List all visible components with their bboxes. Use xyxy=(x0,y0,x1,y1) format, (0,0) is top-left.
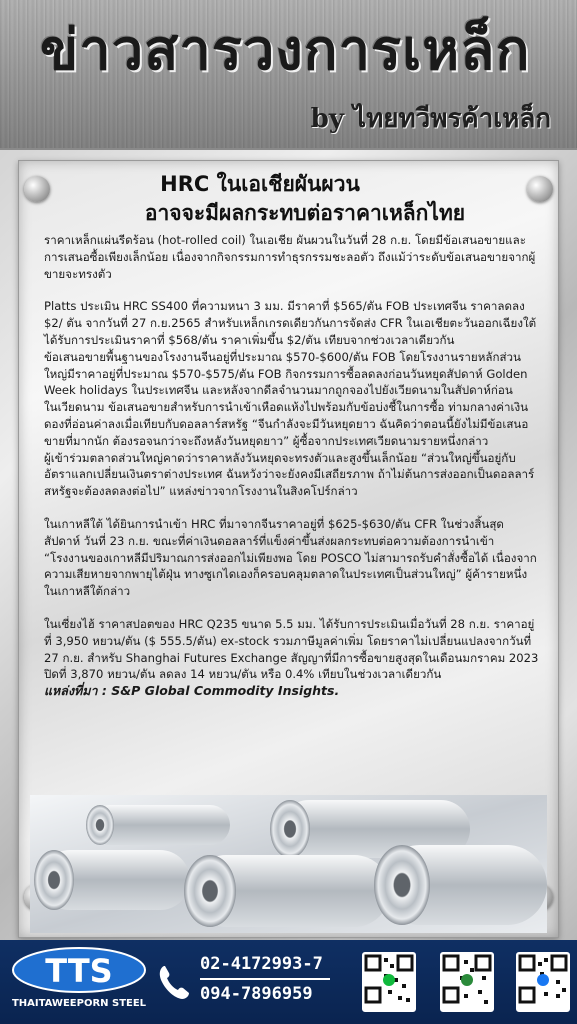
headline-line-2: อาจจะมีผลกระทบต่อราคาเหล็กไทย xyxy=(144,201,466,225)
masthead xyxy=(0,0,577,150)
paragraph-shanghai: ในเซี่ยงไฮ้ ราคาสปอตของ HRC Q235 ขนาด 5.5 มม. ได้รับการประเมินเมื่อวันที่ 28 ก.ย. ราคาอยู่ที่ 3,950 หยวน/ตัน ($ 555.5/ตัน) ex-stock รวมภาษีมูลค่าเพิ่ม โดยราคาไม่เปลี่ยนแปลงจากวันที่ 27 ก.ย. สำหรับ Shanghai Futures Exchange สัญญาที่มีการซื้อขายสูงสุดในเดือนมกราคม 2023 ปิดที่ 3,870 หยวน/ตัน ลดลง 14 หยวน/ตัน หรือ 0.4% เทียบในช่วงเวลาเดียวกัน xyxy=(44,616,539,682)
paragraph-china-offers: ข้อเสนอขายพื้นฐานของโรงงานจีนอยู่ที่ประมาณ $570-$600/ตัน FOB โดยโรงงานรายหลักส่วนใหญ่มีราคาอยู่ที่ประมาณ $570-$575/ตัน FOB กิจกรรมการซื้อลดลงก่อนวันหยุดสัปดาห์ Golden Week holidays ในประเทศจีน และหลังจากดีลจำนวนมากถูกจองไปยังเวียดนามในสัปดาห์ก่อน xyxy=(44,349,528,398)
phone-number-2[interactable]: 094-7896959 xyxy=(200,984,313,1004)
paragraph-participants: ผู้เข้าร่วมตลาดส่วนใหญ่คาดว่าราคาหลังวันหยุดจะทรงตัวและสูงขึ้นเล็กน้อย “ส่วนใหญ่ขึ้นอยู่กับอัตราแลกเปลี่ยนเงินตราต่างประเทศ ฉันหวังว่าจะยังคงมีเสถียรภาพ ถ้าไม่ต้นการส่งออกเป็นดอลลาร์สหรัฐจะต้องลดลงต่อไป” แหล่งข่าวจากโรงงานในสิงคโปร์กล่าว xyxy=(44,450,535,499)
article-headline xyxy=(60,170,520,228)
footer xyxy=(0,940,577,1024)
phone-icon xyxy=(156,962,192,1002)
paragraph-vietnam: ในเวียดนาม ข้อเสนอขายสำหรับการนำเข้าเหือดแห้งไปพร้อมกับข้อบ่งชี้ในการซื้อ ท่ามกลางค่าเงินดองที่อ่อนค่าลงเมื่อเทียบกับดอลลาร์สหรัฐ “จีนกำลังจะมีวันหยุดยาว ฉันคิดว่าตอนนี้ยังไม่มีข้อเสนอขายที่มากนัก ต้องรอจนกว่าจะถึงหลังวันหยุดยาว” ผู้ซื้อจากประเทศเวียดนามรายหนึ่งกล่าว xyxy=(44,400,529,448)
company-logo xyxy=(8,946,150,1020)
qr-code-line-icon[interactable] xyxy=(362,952,416,1012)
masthead-subtitle: by ไทยทวีพรค้าเหล็ก xyxy=(310,104,551,134)
paragraph-platts: Platts ประเมิน HRC SS400 ที่ความหนา 3 มม. มีราคาที่ $565/ตัน FOB ประเทศจีน ราคาลดลง $2/ ตัน จากวันที่ 27 ก.ย.2565 สำหรับเหล็กเกรดเดียวกันการจัดส่ง CFR ในเอเชียตะวันออกเฉียงใต้ ได้รับการประเมินราคาที่ $568/ตัน ราคาเพิ่มขึ้น $2/ตัน เทียบจากช่วงเวลาเดียวกัน xyxy=(44,299,537,347)
steel-coils-image xyxy=(30,795,547,933)
masthead-title: ข่าวสารวงการเหล็ก xyxy=(40,17,531,83)
paragraph-south-korea: ในเกาหลีใต้ ได้ยินการนำเข้า HRC ที่มาจากจีนราคาอยู่ที่ $625-$630/ตัน CFR ในช่วงสิ้นสุดสัปดาห์ วันที่ 23 ก.ย. ขณะที่ค่าเงินดอลลาร์ที่แข็งค่าขึ้นส่งผลกระทบต่อความต้องการนำเข้า “โรงงานของเกาหลีมีปริมาณการส่งออกไม่เพียงพอ โดย POSCO ไม่สามารถรับคำสั่งซื้อได้ เนื่องจากความเสียหายจากพายุไต้ฝุ่น ทางซูเกไดเองก็ครอบคลุมตลาดในประเทศเป็นส่วนใหญ่” ผู้ค้ารายหนึ่งในเกาหลีใต้กล่าว xyxy=(44,516,537,599)
phone-numbers xyxy=(200,950,330,1008)
bolt-top-right-icon xyxy=(527,176,553,202)
article-source: แหล่งที่มา : S&P Global Commodity Insights. xyxy=(44,683,340,699)
qr-code-facebook-icon[interactable] xyxy=(516,952,570,1012)
logo-letters: TTS xyxy=(45,952,113,990)
paragraph-intro: ราคาเหล็กแผ่นรีดร้อน (hot-rolled coil) ในเอเชีย ผันผวนในวันที่ 28 ก.ย. โดยมีข้อเสนอขายและการเสนอซื้อเพียงเล็กน้อย เนื่องจากกิจกรรมการทำธุรกรรมชะลอตัว ถึงแม้ว่าระดับข้อเสนอขายจากผู้ขายจะทรงตัว xyxy=(44,233,536,281)
phone-number-1[interactable]: 02-4172993-7 xyxy=(200,954,323,974)
article-body xyxy=(44,232,540,700)
bolt-top-left-icon xyxy=(24,176,50,202)
company-name: THAITAWEEPORN STEEL xyxy=(11,998,147,1009)
headline-line-1: HRC ในเอเชียผันผวน xyxy=(160,172,360,196)
qr-code-website-icon[interactable] xyxy=(440,952,494,1012)
